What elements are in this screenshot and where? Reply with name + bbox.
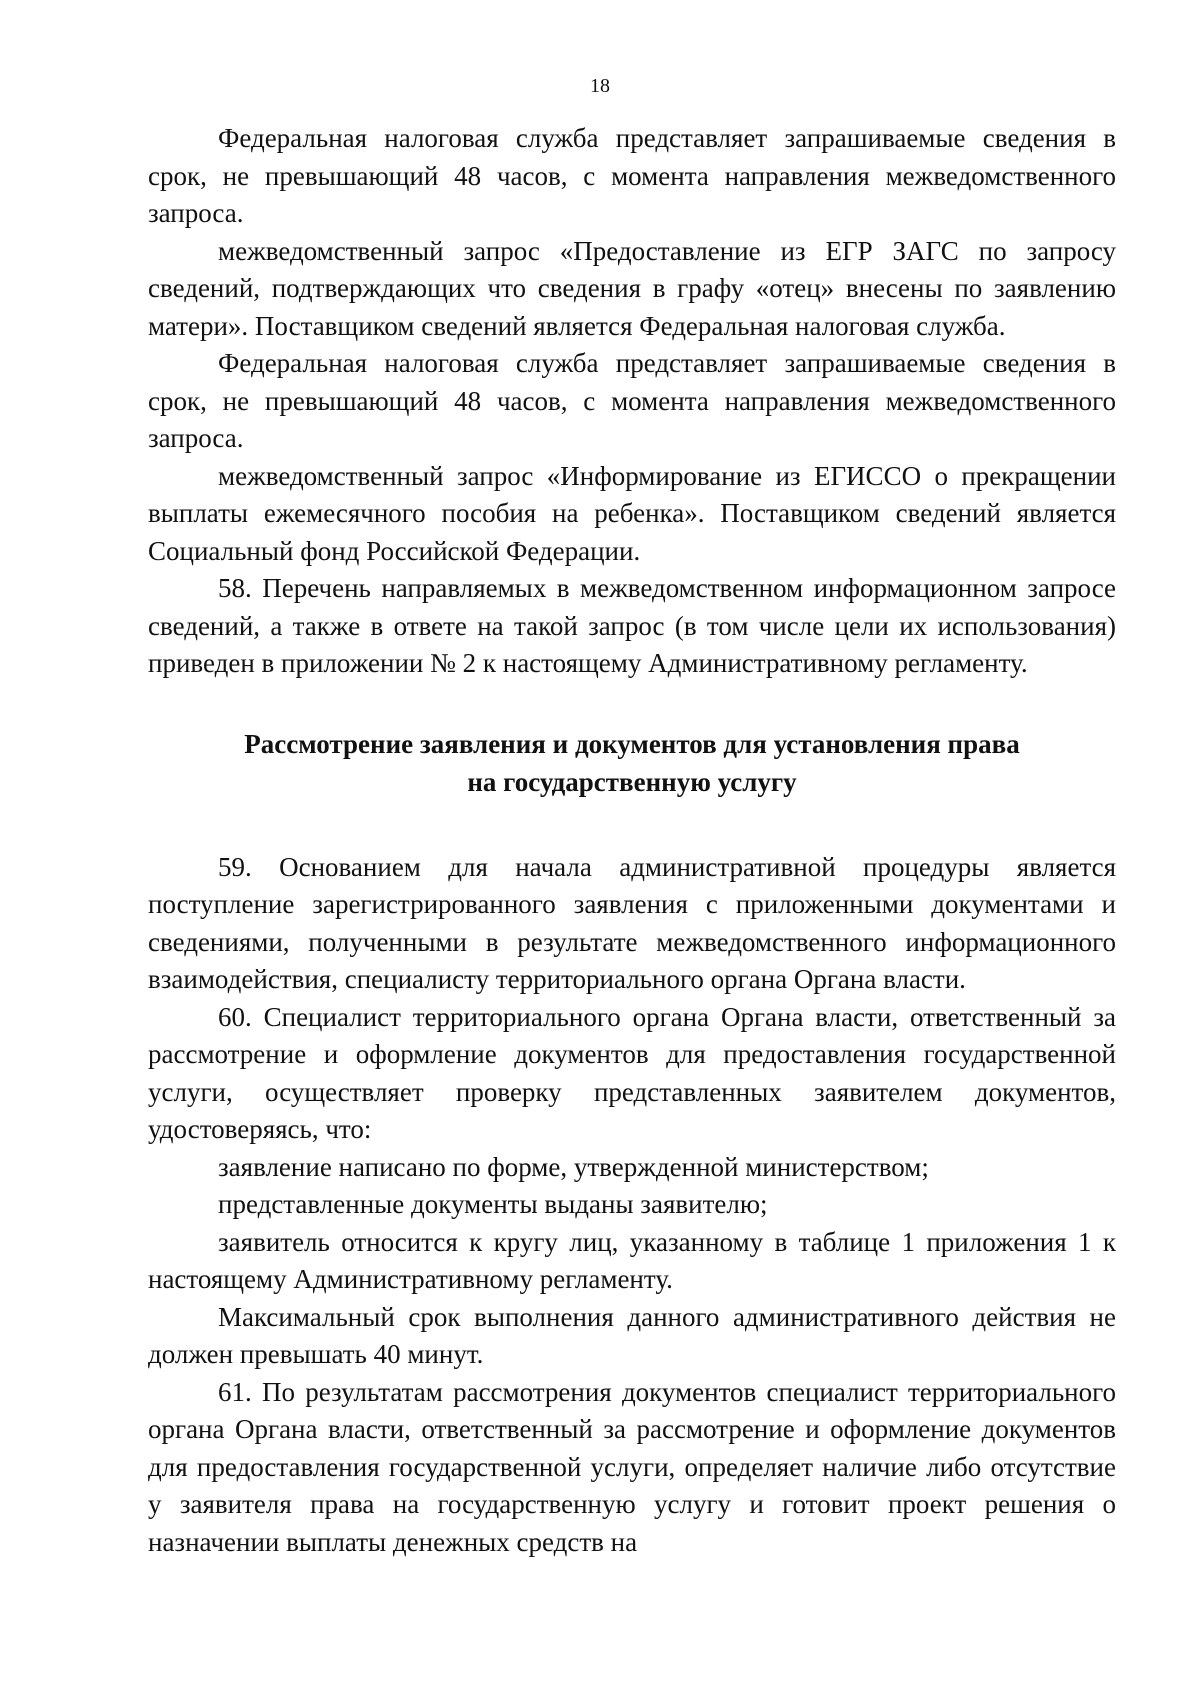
section-heading-line-2: на государственную услугу: [467, 766, 797, 797]
section-heading: [148, 725, 1116, 801]
paragraph-request-egr-zags: межведомственный запрос «Предоставление из ЕГР ЗАГС по запросу сведений, подтверждающих что сведения в графу «отец» внесены по заявлению матери». Поставщиком сведений является Федеральная налоговая служба.: [148, 235, 1116, 341]
paragraph-check-form: заявление написано по форме, утвержденной министерством;: [218, 1151, 929, 1182]
paragraph-request-egisso: межведомственный запрос «Информирование из ЕГИССО о прекращении выплаты ежемесячного пособия на ребенка». Поставщиком сведений является Социальный фонд Российской Федерации.: [148, 460, 1116, 566]
document-body: [148, 120, 1116, 1561]
paragraph-fns-term-1: Федеральная налоговая служба представляет запрашиваемые сведения в срок, не превышающий 48 часов, с момента направления межведомственного запроса.: [148, 123, 1116, 228]
paragraph-61: 61. По результатам рассмотрения документов специалист территориального органа Органа власти, ответственный за рассмотрение и оформление документов для предоставления государственной услуги, определяет наличие либо отсутствие у заявителя права на государственную услугу и готовит проект решения о назначении выплаты денежных средств на: [148, 1376, 1116, 1557]
paragraph-max-term: Максимальный срок выполнения данного административного действия не должен превышать 40 минут.: [148, 1301, 1116, 1369]
paragraph-fns-term-2: Федеральная налоговая служба представляет запрашиваемые сведения в срок, не превышающий 48 часов, с момента направления межведомственного запроса.: [148, 348, 1116, 453]
section-heading-line-1: Рассмотрение заявления и документов для установления права: [244, 728, 1020, 759]
paragraph-60: 60. Специалист территориального органа Органа власти, ответственный за рассмотрение и оформление документов для предоставления государственной услуги, осуществляет проверку представленных заявителем документов, удостоверяясь, что:: [148, 1001, 1116, 1144]
paragraph-check-circle: заявитель относится к кругу лиц, указанному в таблице 1 приложения 1 к настоящему Административному регламенту.: [148, 1226, 1116, 1294]
paragraph-58: 58. Перечень направляемых в межведомственном информационном запросе сведений, а также в ответе на такой запрос (в том числе цели их использования) приведен в приложении № 2 к настоящему Административному регламенту.: [148, 573, 1116, 678]
page-number: 18: [590, 75, 610, 97]
paragraph-59: 59. Основанием для начала административной процедуры является поступление зарегистрированного заявления с приложенными документами и сведениями, полученными в результате межведомственного информационного взаимодействия, специалисту территориального органа Органа власти.: [148, 851, 1116, 994]
paragraph-check-issued: представленные документы выданы заявителю;: [218, 1189, 768, 1219]
